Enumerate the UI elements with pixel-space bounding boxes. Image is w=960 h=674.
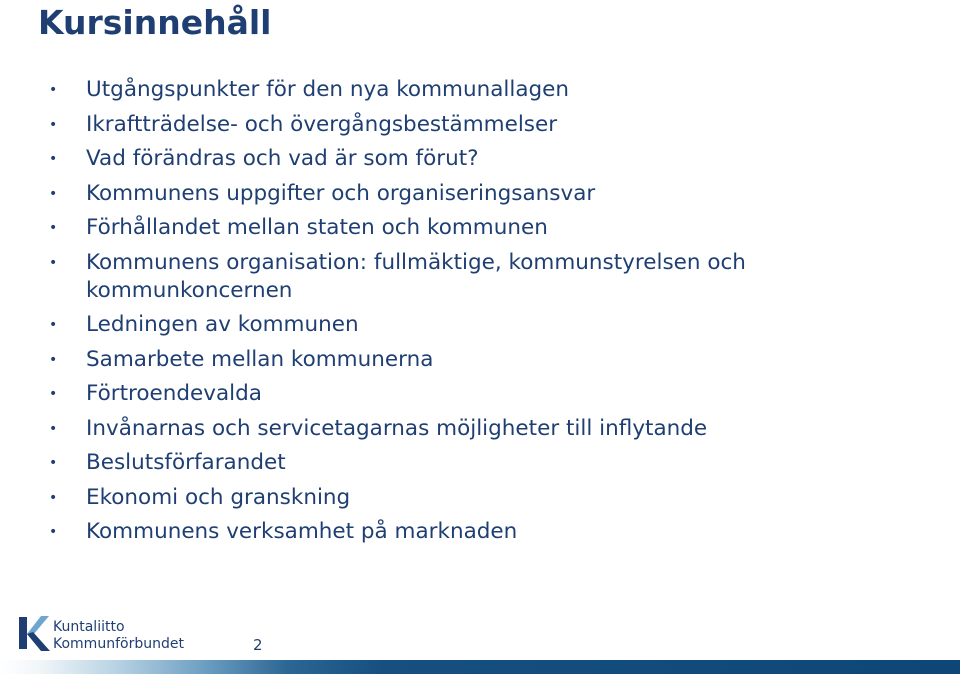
logo-text-kommunforbundet: Kommunförbundet xyxy=(53,636,184,652)
bullet-item xyxy=(49,214,909,242)
bullet-point-icon: • xyxy=(49,220,58,236)
bullet-item xyxy=(49,180,909,208)
page-number: 2 xyxy=(253,636,263,654)
bullet-item xyxy=(49,145,909,173)
bullet-point-icon: • xyxy=(49,254,58,271)
bullet-point-icon: • xyxy=(49,455,58,471)
bullet-text: Ekonomi och granskning xyxy=(86,484,351,510)
bullet-text: Beslutsförfarandet xyxy=(86,450,286,475)
bullet-point-icon: • xyxy=(49,351,58,368)
bullet-item xyxy=(49,76,909,104)
bullet-text: Kommunens uppgifter och organiseringsansvar xyxy=(86,180,596,206)
bullet-text: Utgångspunkter för den nya kommunallagen xyxy=(86,77,570,102)
bullet-item xyxy=(49,111,909,139)
bullet-point-icon: • xyxy=(49,185,58,202)
slide-title: Kursinnehåll xyxy=(38,3,272,42)
logo-text-kuntaliitto: Kuntaliitto xyxy=(53,619,125,635)
bullet-point-icon: • xyxy=(49,151,58,167)
bullet-point-icon: • xyxy=(49,116,58,133)
bullet-text: Kommunens verksamhet på marknaden xyxy=(86,519,518,544)
bullet-item xyxy=(49,249,909,305)
bullet-item xyxy=(49,484,909,512)
bullet-point-icon: • xyxy=(49,524,58,540)
bullet-point-icon: • xyxy=(49,420,58,437)
bullet-text: Ikraftträdelse- och övergångsbestämmelser xyxy=(86,111,558,137)
bullet-text: Ledningen av kommunen xyxy=(86,312,359,337)
bullet-text: Samarbete mellan kommunerna xyxy=(86,346,434,372)
bullet-point-icon: • xyxy=(49,489,58,506)
bullet-item xyxy=(49,346,909,374)
bullet-item xyxy=(49,380,909,408)
bullet-point-icon: • xyxy=(49,317,58,333)
bullet-point-icon: • xyxy=(49,82,58,98)
bullet-text: Invånarnas och servicetagarnas möjligheter till inflytande xyxy=(86,415,708,441)
bullet-item xyxy=(49,415,909,443)
bullet-point-icon: • xyxy=(49,386,58,402)
bullet-text: Förtroendevalda xyxy=(86,381,262,406)
bullet-item xyxy=(49,449,909,477)
kuntaliitto-k-logo-icon xyxy=(17,613,51,653)
kuntaliitto-logo xyxy=(17,611,217,657)
bullet-list xyxy=(49,76,909,553)
footer-gradient-bar xyxy=(0,660,960,674)
bullet-item xyxy=(49,311,909,339)
bullet-item xyxy=(49,518,909,546)
bullet-text: Vad förändras och vad är som förut? xyxy=(86,146,479,171)
bullet-text: Kommunens organisation: fullmäktige, kommunstyrelsen och kommunkoncernen xyxy=(86,249,746,303)
bullet-text: Förhållandet mellan staten och kommunen xyxy=(86,215,548,240)
